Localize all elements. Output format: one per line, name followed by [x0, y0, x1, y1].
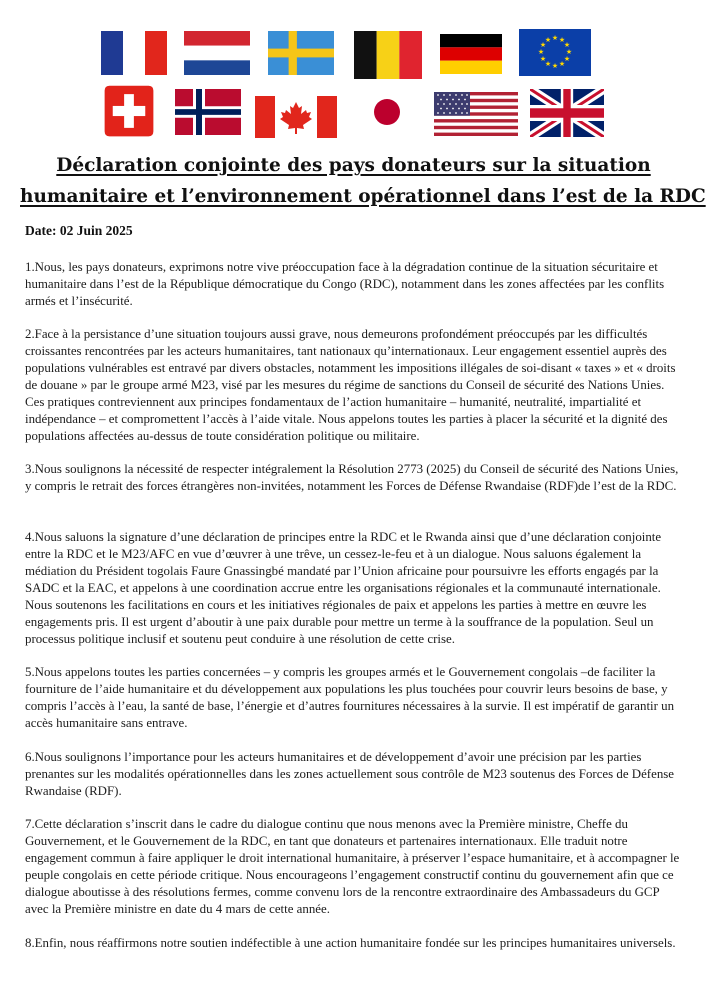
eu-flag-icon	[519, 29, 591, 76]
svg-text:★: ★	[563, 41, 571, 49]
svg-text:★: ★	[544, 60, 552, 68]
norway-flag-icon	[175, 89, 241, 135]
canada-flag-icon	[255, 96, 337, 138]
paragraph-2: 2.Face à la persistance d’une situation toujours aussi grave, nous demeurons profondément préoccupés par les difficultés croissantes rencontrées par les acteurs humanitaires, tant nationaux qu’internationaux. Leur engagement essentiel auprès des populations vulnérables est entravé par divers obstacles, notamment les impositions illégales de soi-disant « taxes » et « droits de douane » par le groupe armé M23, visé par les mesures du régime de sanctions du Conseil de sécurité des Nations Unies. Ces pratiques contreviennent aux principes fondamentaux de l’action humanitaire – humanité, neutralité, impartialité et indépendance – et compromettent l’accès à l’aide vitale. Nous appelons toutes les parties à placer la sécurité et la dignité des populations affectées au-dessus de toute considération politique ou militaire.	[25, 327, 676, 443]
japan-flag-icon	[354, 89, 420, 135]
belgium-flag-icon	[354, 31, 422, 79]
paragraph-3: 3.Nous soulignons la nécessité de respecter intégralement la Résolution 2773 (2025) du Conseil de sécurité des Nations Unies, y compris le retrait des forces étrangères non-invitées, notamment les Forces de Défense Rwandaise (RDF)de l’est de la RDC.	[25, 462, 679, 493]
svg-text:★: ★	[551, 34, 559, 42]
document-title	[20, 150, 706, 212]
uk-flag-icon	[530, 89, 604, 137]
france-flag-icon	[101, 31, 167, 75]
switzerland-flag-icon	[103, 84, 155, 138]
paragraph-6: 6.Nous soulignons l’importance pour les acteurs humanitaires et de développement d’avoir une précision par les parties prenantes sur les modalités opérationnelles dans les zones actuellement sous contrôle de M23 soutenus des Forces de Défense Rwandaise (RDF).	[25, 750, 675, 798]
netherlands-flag-icon	[184, 31, 250, 75]
sweden-flag-icon	[268, 31, 334, 75]
svg-text:★: ★	[563, 55, 571, 63]
paragraph-4: 4.Nous saluons la signature d’une déclaration de principes entre la RDC et le Rwanda ainsi que d’une déclaration conjointe entre la RDC et le M23/AFC en vue d’œuvrer à une trêve, un cessez-le-feu et à un dialogue. Nous saluons également la médiation du Président togolais Faure Gnassingbé mandaté par l’Union africaine pour poursuivre les efforts engagés par la SADC et la EAC, et appelons à une coordination accrue entre les organisations régionales et la communauté internationale. Nous soutenons les facilitations en cours et les initiatives régionales de paix et appelons les parties à mettre en œuvre les engagements pris. Il est urgent d’aboutir à une paix durable pour mettre un terme à la souffrance de la population. Seul un processus politique inclusif et soutenu peut conduire à une résolution de cette crise.	[25, 530, 662, 646]
paragraph-7: 7.Cette déclaration s’inscrit dans le cadre du dialogue continu que nous menons avec la Première ministre, Cheffe du Gouvernement, et le Gouvernement de la RDC, en tant que donateurs et partenaires internationaux. Elle traduit notre engagement commun à faire appliquer le droit international humanitaire, à préserver l’espace humanitaire, et à accompagner le peuple congolais en cette période critique. Nous encourageons l’engagement constructif continu du gouvernement afin que ce dialogue aboutisse à des résolutions fermes, comme convenu lors de la rencontre extraordinaire des Ambassadeurs du GCP avec la Première ministre en date du 4 mars de cette année.	[25, 817, 680, 916]
svg-text:★: ★	[565, 48, 573, 56]
svg-text:★: ★	[539, 41, 547, 49]
paragraph-8: 8.Enfin, nous réaffirmons notre soutien indéfectible à une action humanitaire fondée sur les principes humanitaires universels.	[25, 936, 676, 950]
svg-text:★: ★	[539, 55, 547, 63]
usa-flag-icon	[434, 92, 518, 136]
title-line-1: Déclaration conjointe des pays donateurs sur la situation	[56, 155, 651, 176]
germany-flag-icon	[440, 34, 502, 74]
svg-text:★: ★	[558, 60, 566, 68]
title-line-2: humanitaire et l’environnement opérationnel dans l’est de la RDC	[20, 186, 706, 207]
document-date: Date: 02 Juin 2025	[25, 223, 133, 238]
svg-text:★: ★	[544, 36, 552, 44]
paragraph-5: 5.Nous appelons toutes les parties concernées – y compris les groupes armés et le Gouvernement congolais –de faciliter la fourniture de l’aide humanitaire et du développement aux populations les plus touchées pour couvrir leurs besoins de base, y compris l’accès à l’eau, la santé de base, l’énergie et d’autres fournitures nécessaires à la survie. Il est impératif de garantir un accès humanitaire sans entrave.	[25, 665, 675, 730]
svg-text:★: ★	[551, 62, 559, 70]
paragraph-1: 1.Nous, les pays donateurs, exprimons notre vive préoccupation face à la dégradation continue de la situation sécuritaire et humanitaire dans l’est de la République démocratique du Congo (RDC), notamment dans les zones affectées par les conflits armés et l’insécurité.	[25, 260, 665, 308]
svg-text:★: ★	[558, 36, 566, 44]
svg-text:★: ★	[537, 48, 545, 56]
